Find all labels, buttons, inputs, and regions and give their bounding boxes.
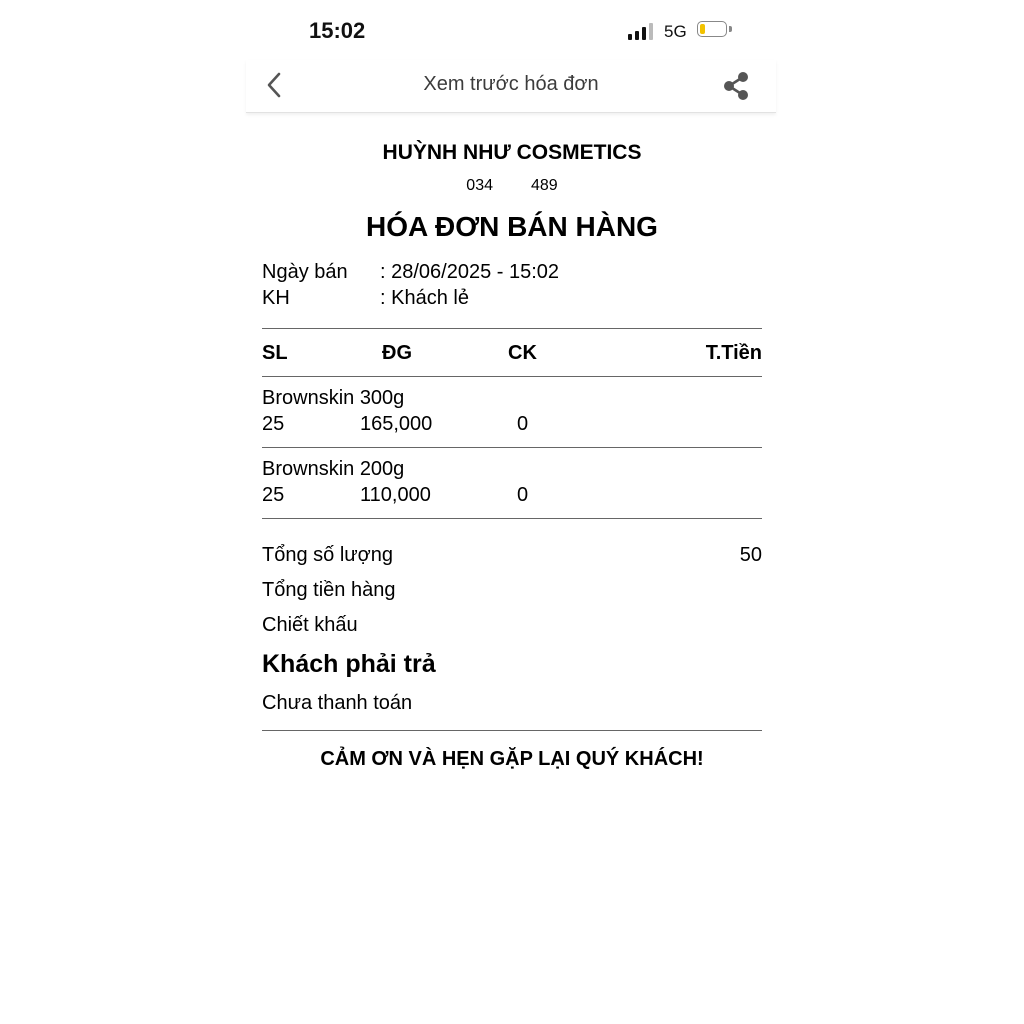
share-button[interactable] [720, 70, 752, 102]
network-type: 5G [664, 22, 687, 41]
battery-level-fill [700, 24, 705, 34]
column-header-price: ĐG [382, 342, 412, 364]
item-qty: 25 [262, 413, 285, 435]
item-qty: 25 [262, 484, 285, 506]
item-price: 110,000 [360, 484, 431, 506]
discount-label: Chiết khấu [262, 614, 358, 636]
date-label: Ngày bán [262, 261, 348, 283]
item-discount: 0 [517, 484, 529, 506]
divider [262, 328, 762, 329]
cellular-signal-icon [628, 22, 654, 40]
share-icon [720, 70, 752, 102]
nav-bar [246, 60, 776, 113]
total-qty-label: Tổng số lượng [262, 544, 394, 566]
customer-label: KH [262, 287, 290, 309]
phone-start: 034 [466, 177, 493, 194]
divider [262, 730, 762, 731]
column-header-total: T.Tiền [705, 342, 762, 364]
divider [262, 376, 762, 377]
item-name: Brownskin 200g [262, 458, 405, 480]
payable-label: Khách phải trả [262, 650, 436, 678]
shop-phone [262, 177, 762, 195]
divider [262, 518, 762, 519]
date-value: : 28/06/2025 - 15:02 [380, 261, 560, 283]
invoice-title: HÓA ĐƠN BÁN HÀNG [366, 211, 658, 242]
battery-icon [697, 21, 727, 37]
item-price: 165,000 [360, 413, 433, 435]
column-header-discount: CK [508, 342, 537, 364]
item-discount: 0 [517, 413, 529, 435]
phone-end: 489 [531, 177, 558, 194]
shop-name: HUỲNH NHƯ COSMETICS [382, 141, 642, 164]
total-goods-label: Tổng tiền hàng [262, 579, 396, 601]
column-header-qty: SL [262, 342, 288, 364]
thank-you-message: CẢM ƠN VÀ HẸN GẶP LẠI QUÝ KHÁCH! [320, 748, 704, 770]
customer-value: : Khách lẻ [380, 287, 469, 309]
status-time: 15:02 [309, 18, 366, 43]
battery-cap [729, 26, 732, 32]
divider [262, 447, 762, 448]
item-name: Brownskin 300g [262, 387, 405, 409]
payment-status: Chưa thanh toán [262, 692, 413, 714]
total-qty-value: 50 [739, 544, 762, 566]
page-title: Xem trước hóa đơn [423, 73, 599, 95]
